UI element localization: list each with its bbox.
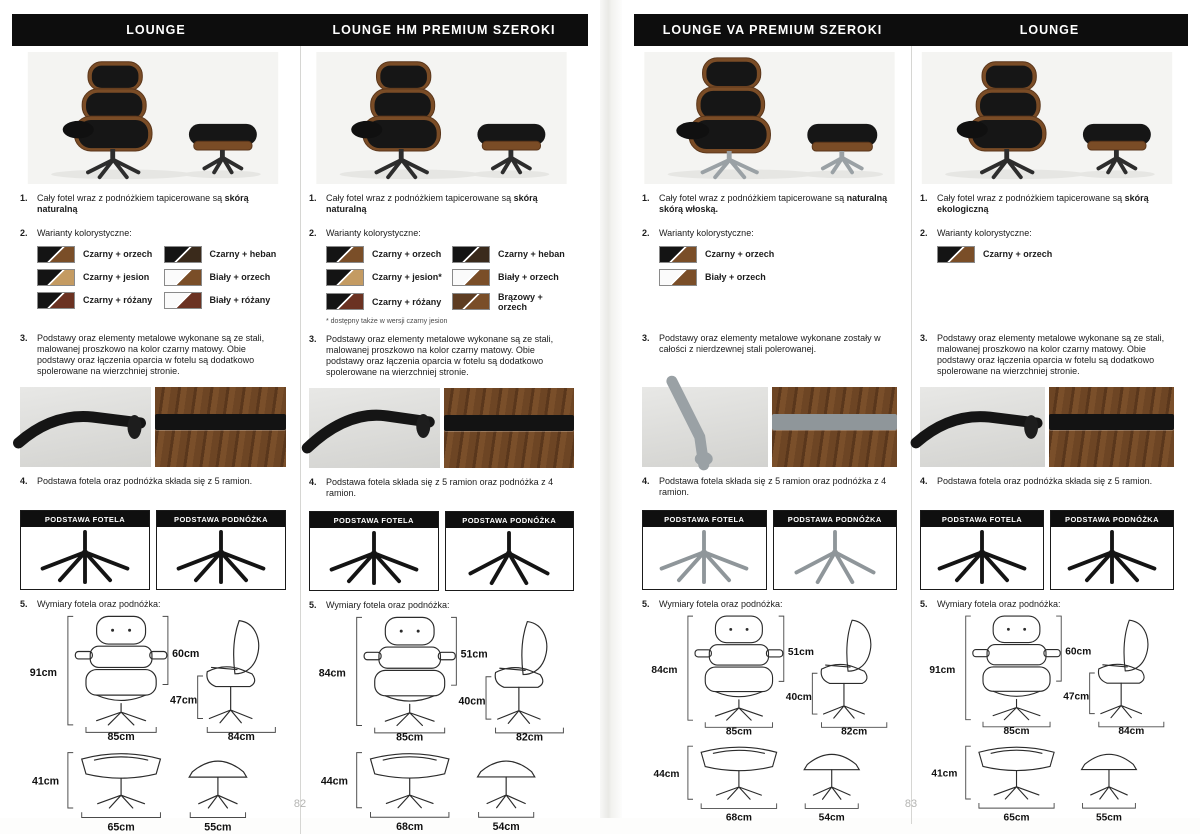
- page-number: 83: [904, 798, 918, 810]
- variant-footnote: * dostępny także w wersji czarny jesion: [326, 317, 448, 325]
- detail-photo-base-arm: [20, 387, 151, 467]
- steel-text: Podstawy oraz elementy metalowe wykonane są ze stali, malowanej proszkowo na kolor czarny matowy. Obie podstawy oraz łączenia oparcia w fotelu są dodatkowo spolerowane na wierzchniej stronie.: [326, 333, 554, 377]
- base-cell-podnozka: [156, 510, 286, 590]
- columns-row: [634, 46, 1188, 824]
- five-arm-base-diagram: [928, 529, 1036, 587]
- spec-item-base: [20, 476, 286, 502]
- color-variant: Brązowy + orzech: [452, 292, 574, 312]
- variants-label: Warianty kolorystyczne:: [659, 228, 754, 238]
- page-number: 82: [293, 798, 307, 810]
- dimensions-label: Wymiary fotela oraz podnóżka:: [937, 599, 1061, 609]
- item-number: 2.: [309, 228, 317, 238]
- base-diagrams: [20, 510, 286, 590]
- item-number: 4.: [309, 476, 317, 487]
- color-swatch: [326, 293, 364, 310]
- base-diagrams: [920, 510, 1174, 590]
- chair-dimensions-diagram: [920, 610, 1174, 736]
- detail-photo-backrest: [1049, 387, 1174, 467]
- color-swatch: [164, 246, 202, 263]
- detail-photo-backrest: [772, 387, 898, 467]
- spec-item-steel: [920, 333, 1174, 383]
- dim-ottoman-depth: 54cm: [818, 813, 845, 825]
- color-swatch: [452, 293, 490, 310]
- spec-item-upholstery: [309, 193, 574, 219]
- header-row: [12, 14, 588, 46]
- item-number: 4.: [920, 476, 928, 486]
- upholstery-material: skórą naturalną: [326, 193, 538, 214]
- color-swatch-grid: [659, 246, 799, 286]
- dim-ottoman-width: 68cm: [725, 813, 752, 825]
- color-variant: Czarny + różany: [37, 292, 160, 309]
- color-variant: Biały + orzech: [452, 269, 574, 286]
- color-variant: Czarny + jesion: [37, 269, 160, 286]
- product-column-lounge-va-premium: [634, 46, 911, 824]
- back-brace: [155, 414, 286, 430]
- spec-item-dimensions: [920, 599, 1174, 610]
- base-diagrams: [309, 511, 574, 591]
- color-swatch: [326, 246, 364, 263]
- base-text: Podstawa fotela oraz podnóżka składa się z 5 ramion.: [937, 476, 1153, 486]
- chair-dimensions-diagram: [20, 610, 286, 742]
- spec-item-upholstery: [642, 193, 897, 219]
- color-variant: Czarny + heban: [164, 246, 287, 263]
- item-number: 5.: [920, 599, 928, 609]
- five-arm-base-diagram: [650, 529, 758, 587]
- columns-row: [12, 46, 588, 834]
- detail-photos: [920, 387, 1174, 467]
- color-swatch: [452, 269, 490, 286]
- color-variant: Czarny + heban: [452, 246, 574, 263]
- item-number: 1.: [20, 193, 28, 203]
- dim-back-height: 51cm: [460, 648, 488, 661]
- color-variant: Biały + różany: [164, 292, 287, 309]
- dim-chair-depth: 84cm: [1118, 725, 1145, 737]
- color-variant: Biały + orzech: [659, 269, 799, 286]
- base-cell-fotel: [920, 510, 1044, 590]
- dim-ottoman-width: 65cm: [107, 821, 135, 834]
- color-swatch: [326, 269, 364, 286]
- color-swatch: [937, 246, 975, 263]
- back-brace: [444, 415, 575, 431]
- dim-ottoman-height: 41cm: [31, 775, 60, 788]
- lounge-chair-photo-illustration: [20, 52, 286, 184]
- dim-back-height: 51cm: [787, 646, 814, 658]
- base-cell-fotel: [642, 510, 767, 590]
- spec-item-base: [642, 476, 897, 502]
- chair-dims-svg: [20, 610, 286, 742]
- color-swatch: [37, 246, 75, 263]
- lounge-chair-photo-illustration: [920, 52, 1174, 184]
- product-column-lounge-eco: [911, 46, 1188, 824]
- spec-item-dimensions: [642, 599, 897, 610]
- item-number: 2.: [20, 228, 28, 238]
- color-variant: Czarny + orzech: [659, 246, 799, 263]
- dim-chair-height: 84cm: [318, 667, 346, 680]
- upholstery-text: Cały fotel wraz z podnóżkiem tapicerowane są: [937, 193, 1123, 203]
- color-swatch-grid: [37, 246, 286, 309]
- color-variant: Czarny + orzech: [37, 246, 160, 263]
- dim-seat-height: 47cm: [1063, 691, 1090, 703]
- detail-photo-base-arm: [309, 388, 440, 468]
- item-number: 4.: [642, 476, 650, 486]
- upholstery-text: Cały fotel wraz z podnóżkiem tapicerowane są: [326, 193, 512, 203]
- item-number: 5.: [20, 599, 28, 609]
- ottoman-dims-svg: [20, 742, 286, 834]
- five-arm-base-diagram: [167, 529, 275, 587]
- base-cell-fotel: [20, 510, 150, 590]
- variants-label: Warianty kolorystyczne:: [937, 228, 1032, 238]
- dim-chair-depth: 84cm: [227, 730, 255, 743]
- base-header: PODSTAWA PODNÓŻKA: [774, 511, 897, 527]
- color-swatch: [37, 269, 75, 286]
- dim-back-height: 60cm: [172, 647, 200, 660]
- spec-item-variants: [20, 228, 286, 324]
- product-title: LOUNGE: [911, 14, 1188, 46]
- color-swatch: [37, 292, 75, 309]
- page-seam: [596, 0, 624, 818]
- base-cell-podnozka: [445, 511, 575, 591]
- product-photo: [309, 52, 574, 184]
- dim-ottoman-height: 41cm: [931, 768, 958, 780]
- back-brace: [1049, 414, 1174, 430]
- spec-item-steel: [309, 334, 574, 384]
- item-number: 2.: [920, 228, 928, 238]
- dim-seat-height: 40cm: [785, 691, 812, 703]
- product-column-lounge-hm-premium: [300, 46, 588, 834]
- color-variant: Czarny + orzech: [326, 246, 448, 263]
- lounge-chair-photo-illustration: [642, 52, 897, 184]
- detail-photo-backrest: [444, 388, 575, 468]
- item-number: 3.: [20, 333, 28, 343]
- base-text: Podstawa fotela składa się z 5 ramion oraz podnóżka z 4 ramion.: [659, 476, 887, 497]
- item-number: 3.: [309, 333, 317, 344]
- dimensions-label: Wymiary fotela oraz podnóżka:: [37, 599, 161, 609]
- steel-text: Podstawy oraz elementy metalowe wykonane są ze stali, malowanej proszkowo na kolor czarny matowy. Obie podstawy oraz łączenia oparcia w fotelu są dodatkowo spolerowane na wierzchniej stronie.: [937, 333, 1165, 376]
- color-swatch: [164, 292, 202, 309]
- product-photo: [642, 52, 897, 184]
- ottoman-dimensions-diagram: [20, 742, 286, 834]
- dim-chair-height: 84cm: [651, 665, 678, 677]
- ottoman-dims-svg: [920, 736, 1174, 823]
- spec-item-dimensions: [309, 600, 574, 611]
- chair-dims-svg: [309, 611, 574, 742]
- dim-chair-depth: 82cm: [515, 731, 544, 744]
- item-number: 3.: [920, 333, 928, 343]
- dim-seat-height: 47cm: [170, 694, 198, 707]
- dimensions-label: Wymiary fotela oraz podnóżka:: [659, 599, 783, 609]
- lounge-chair-photo-illustration: [309, 52, 574, 184]
- base-cell-podnozka: [773, 510, 898, 590]
- base-text: Podstawa fotela składa się z 5 ramion oraz podnóżka z 4 ramion.: [326, 476, 554, 498]
- dim-chair-width: 85cm: [725, 726, 752, 738]
- item-number: 1.: [642, 193, 650, 203]
- color-variant: Biały + orzech: [164, 269, 287, 286]
- spec-item-steel: [642, 333, 897, 383]
- variants-label: Warianty kolorystyczne:: [37, 228, 132, 238]
- base-text: Podstawa fotela oraz podnóżka składa się z 5 ramion.: [37, 476, 253, 486]
- dim-chair-height: 91cm: [929, 664, 956, 676]
- product-photo: [20, 52, 286, 184]
- base-header: PODSTAWA PODNÓŻKA: [1051, 511, 1173, 527]
- item-number: 3.: [642, 333, 650, 343]
- product-photo: [920, 52, 1174, 184]
- color-swatch-grid: [937, 246, 1077, 263]
- detail-photo-backrest: [155, 387, 286, 467]
- steel-text: Podstawy oraz elementy metalowe wykonane zostały w całości z nierdzewnej stali polerowanej.: [659, 333, 881, 354]
- dim-ottoman-width: 68cm: [396, 821, 424, 834]
- dim-seat-height: 40cm: [458, 695, 486, 708]
- dim-ottoman-height: 44cm: [653, 769, 680, 781]
- spec-item-variants: [309, 228, 574, 325]
- base-header: PODSTAWA PODNÓŻKA: [446, 512, 574, 528]
- four-arm-base-diagram: [781, 529, 889, 587]
- dimensions-label: Wymiary fotela oraz podnóżka:: [326, 599, 450, 610]
- item-number: 2.: [642, 228, 650, 238]
- ottoman-dimensions-diagram: [642, 736, 897, 824]
- color-variant: Czarny + różany: [326, 292, 448, 312]
- ottoman-dimensions-diagram: [309, 742, 574, 833]
- spec-item-steel: [20, 333, 286, 383]
- color-swatch: [452, 246, 490, 263]
- ottoman-dims-svg: [642, 736, 897, 824]
- product-column-lounge: [12, 46, 300, 834]
- back-brace: [772, 414, 898, 430]
- dim-ottoman-depth: 55cm: [204, 821, 232, 834]
- color-swatch: [659, 269, 697, 286]
- chair-dimensions-diagram: [642, 610, 897, 736]
- dim-chair-width: 85cm: [396, 731, 424, 744]
- catalog-page-right: [622, 0, 1200, 825]
- item-number: 5.: [642, 599, 650, 609]
- color-swatch: [164, 269, 202, 286]
- upholstery-text: Cały fotel wraz z podnóżkiem tapicerowane są: [37, 193, 223, 203]
- color-variant: Czarny + jesion*: [326, 269, 448, 286]
- dim-chair-width: 85cm: [1003, 725, 1030, 737]
- product-title: LOUNGE VA PREMIUM SZEROKI: [634, 14, 911, 46]
- spec-item-dimensions: [20, 599, 286, 610]
- five-arm-base-diagram: [320, 530, 428, 588]
- chair-dimensions-diagram: [309, 611, 574, 742]
- five-arm-base-diagram: [31, 529, 139, 587]
- spec-item-variants: [642, 228, 897, 324]
- dim-ottoman-depth: 54cm: [492, 821, 520, 834]
- upholstery-material: naturalną skórą włoską.: [659, 193, 888, 214]
- ottoman-dims-svg: [309, 742, 574, 833]
- base-cell-fotel: [309, 511, 439, 591]
- dim-ottoman-width: 65cm: [1003, 812, 1030, 824]
- color-swatch: [659, 246, 697, 263]
- dim-chair-height: 91cm: [29, 666, 58, 679]
- detail-photos: [642, 387, 897, 467]
- chair-dims-svg: [642, 610, 897, 736]
- item-number: 1.: [309, 193, 317, 203]
- header-row: [634, 14, 1188, 46]
- detail-photo-base-leg: [642, 387, 768, 467]
- five-arm-base-diagram: [1058, 529, 1166, 587]
- upholstery-material: skórą naturalną: [37, 193, 249, 214]
- base-header: PODSTAWA FOTELA: [921, 511, 1043, 527]
- dim-ottoman-height: 44cm: [320, 775, 348, 788]
- spec-item-base: [920, 476, 1174, 502]
- upholstery-text: Cały fotel wraz z podnóżkiem tapicerowane są: [659, 193, 845, 203]
- ottoman-dimensions-diagram: [920, 736, 1174, 823]
- four-arm-base-diagram: [455, 530, 563, 588]
- detail-photo-base-arm: [920, 387, 1045, 467]
- spec-item-variants: [920, 228, 1174, 324]
- chair-dims-svg: [920, 610, 1174, 736]
- base-header: PODSTAWA FOTELA: [21, 511, 149, 527]
- item-number: 1.: [920, 193, 928, 203]
- dim-ottoman-depth: 55cm: [1096, 812, 1122, 824]
- base-diagrams: [642, 510, 897, 590]
- detail-photos: [20, 387, 286, 467]
- variants-label: Warianty kolorystyczne:: [326, 228, 421, 238]
- base-header: PODSTAWA FOTELA: [643, 511, 766, 527]
- color-variant: Czarny + orzech: [937, 246, 1077, 263]
- spec-item-upholstery: [20, 193, 286, 219]
- upholstery-material: skórą ekologiczną: [937, 193, 1149, 214]
- base-header: PODSTAWA FOTELA: [310, 512, 438, 528]
- detail-photos: [309, 388, 574, 468]
- product-title: LOUNGE: [12, 14, 300, 46]
- dim-back-height: 60cm: [1065, 646, 1092, 658]
- base-header: PODSTAWA PODNÓŻKA: [157, 511, 285, 527]
- dim-chair-depth: 82cm: [841, 726, 868, 738]
- base-cell-podnozka: [1050, 510, 1174, 590]
- dim-chair-width: 85cm: [107, 730, 135, 743]
- steel-text: Podstawy oraz elementy metalowe wykonane są ze stali, malowanej proszkowo na kolor czarny matowy. Obie podstawy oraz łączenia oparcia w fotelu są dodatkowo spolerowane na wierzchniej stronie.: [37, 333, 265, 376]
- item-number: 4.: [20, 476, 28, 486]
- product-title: LOUNGE HM PREMIUM SZEROKI: [300, 14, 588, 46]
- spec-item-base: [309, 477, 574, 503]
- color-swatch-grid: [326, 246, 574, 312]
- item-number: 5.: [309, 599, 317, 610]
- spec-item-upholstery: [920, 193, 1174, 219]
